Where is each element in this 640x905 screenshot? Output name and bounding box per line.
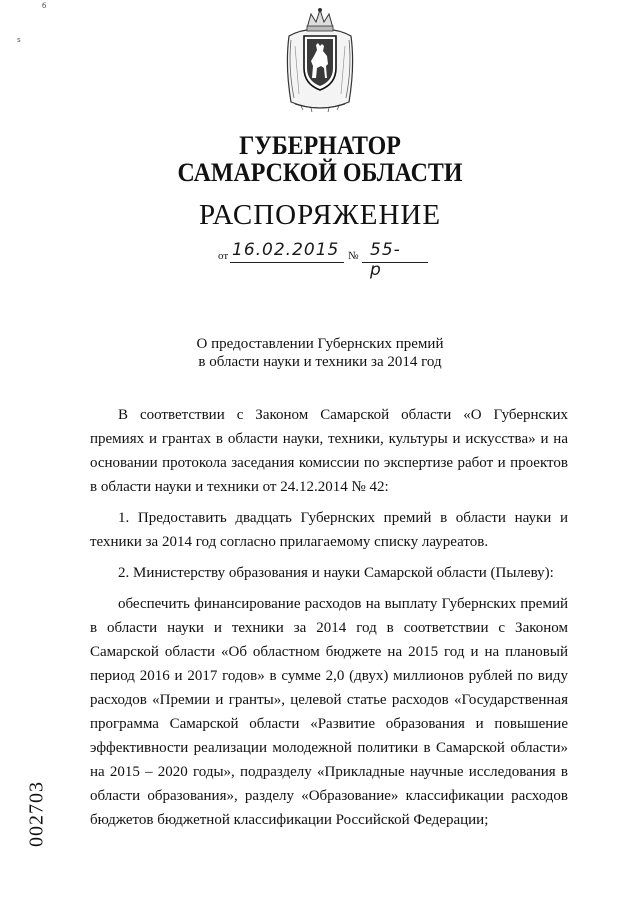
governor-title: ГУБЕРНАТОР [239, 131, 401, 160]
body-paragraph: В соответствии с Законом Самарской области «О Губернских премиях и грантах в области науки, техники, культуры и искусства» и на основании протокола заседания комиссии по экспертизе работ и проектов в области науки и техники от 24.12.2014 № 42: [90, 407, 568, 495]
archive-number [20, 774, 54, 854]
number-underline [362, 262, 428, 263]
body-paragraph: обеспечить финансирование расходов на выплату Губернских премий в области науки и техники за 2014 год в соответствии с Законом Самарской области «Об областном бюджете на 2015 год и на плановый период 2016 и 2017 годов» в сумме 2,0 (двух) миллионов рублей по виду расходов «Премии и гранты», целевой статье расходов «Государственная программа Самарской области «Развитие образования и повышение эффективности реализации молодежной политики в Самарской области» на 2015 – 2020 годы», подразделу «Прикладные научные исследования в области образования», разделу «Образование» классификации расходов бюджетов бюджетной классификации Российской Федерации; [90, 596, 568, 828]
region-title: САМАРСКОЙ ОБЛАСТИ [177, 158, 463, 187]
document-subject [0, 335, 640, 371]
body-paragraph: 2. Министерству образования и науки Самарской области (Пылеву): [118, 565, 554, 581]
samara-coat-of-arms-icon [281, 6, 359, 114]
number-value: 55-р [370, 240, 401, 280]
subject-line: О предоставлении Губернских премий [196, 336, 444, 352]
archive-number-text: 002703 [25, 781, 48, 847]
date-underline [230, 262, 344, 263]
corner-mark: s [17, 36, 21, 44]
number-prefix: № [348, 250, 359, 262]
subject-line: в области науки и техники за 2014 год [198, 354, 442, 370]
document-type: РАСПОРЯЖЕНИЕ [198, 199, 442, 231]
body-paragraph: 1. Предоставить двадцать Губернских премий в области науки и техники за 2014 год согласно прилагаемому списку лауреатов. [90, 510, 568, 550]
document-body [90, 403, 568, 839]
date-prefix: от [218, 250, 229, 262]
corner-mark: б [42, 2, 47, 10]
date-value: 16.02.2015 [232, 240, 340, 260]
